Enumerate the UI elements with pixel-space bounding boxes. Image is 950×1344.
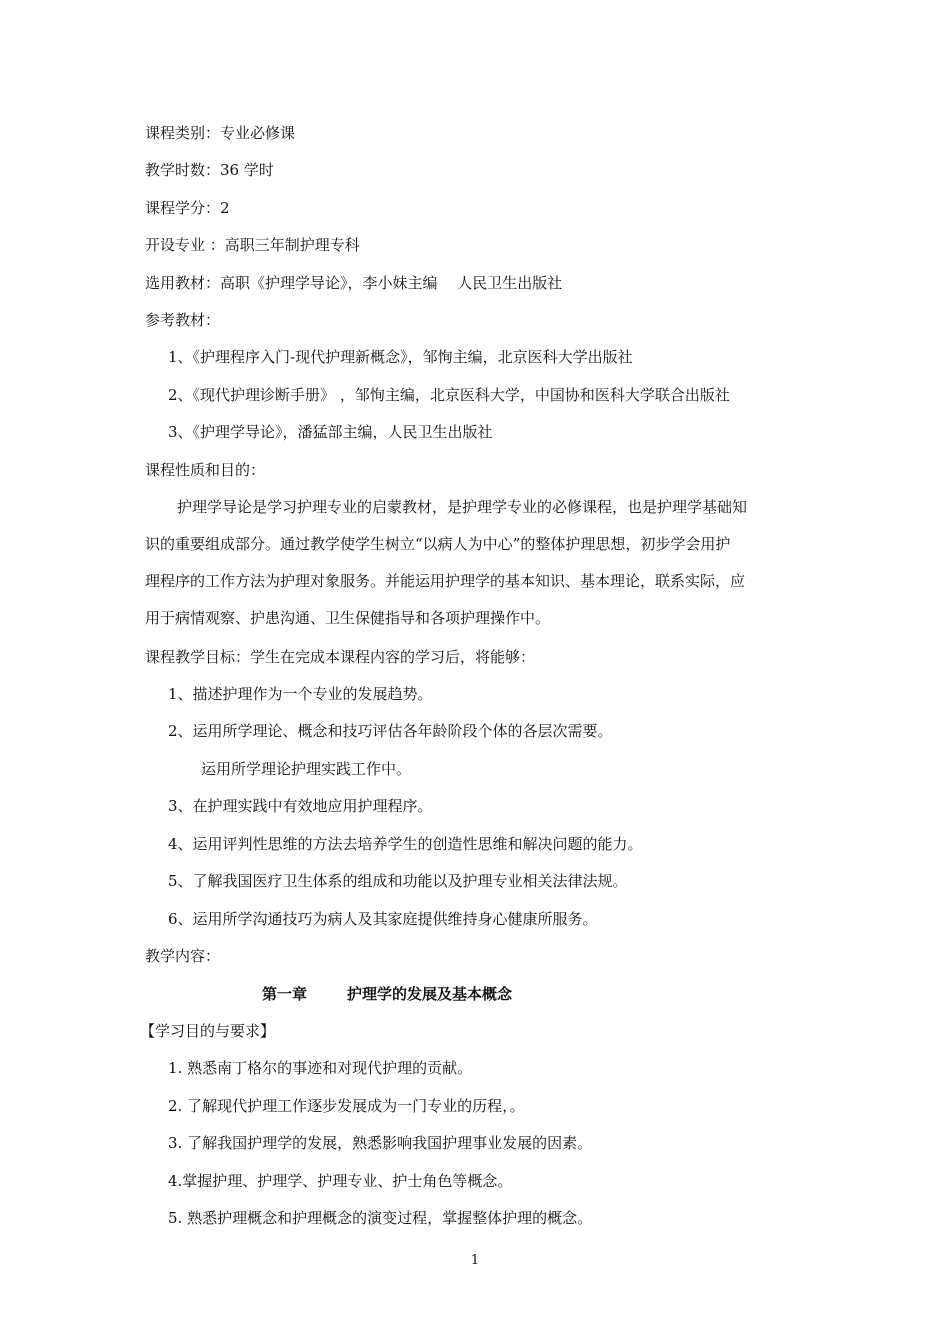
objective-item: 5、了解我国医疗卫生体系的组成和功能以及护理专业相关法律法规。 (168, 872, 628, 890)
requirement-item: 3. 了解我国护理学的发展，熟悉影响我国护理事业发展的因素。 (168, 1134, 593, 1152)
requirements-heading: 【学习目的与要求】 (140, 1022, 276, 1040)
content-heading: 教学内容： (145, 947, 221, 965)
paragraph-line: 护理学导论是学习护理专业的启蒙教材，是护理学专业的必修课程，也是护理学基础知 (177, 498, 748, 516)
requirement-item: 1. 熟悉南丁格尔的事迹和对现代护理的贡献。 (168, 1059, 473, 1077)
chapter-title: 护理学的发展及基本概念 (347, 985, 513, 1003)
teaching-hours: 教学时数：36 学时 (145, 161, 274, 179)
nature-paragraph (145, 497, 810, 645)
course-category: 课程类别：专业必修课 (145, 124, 296, 142)
paragraph-line: 识的重要组成部分。通过教学使学生树立“以病人为中心”的整体护理思想，初步学会用护 (145, 535, 731, 553)
references-heading: 参考教材： (145, 311, 221, 329)
course-credits: 课程学分：2 (145, 199, 230, 217)
offered-major: 开设专业 ：高职三年制护理专科 (145, 236, 360, 254)
requirement-item: 2. 了解现代护理工作逐步发展成为一门专业的历程，。 (168, 1097, 525, 1115)
objective-item: 1、描述护理作为一个专业的发展趋势。 (168, 685, 433, 703)
reference-item: 3、《护理学导论》，潘猛部主编，人民卫生出版社 (168, 423, 493, 441)
selected-textbook: 选用教材：高职《护理学导论》，李小妹主编 人民卫生出版社 (145, 274, 563, 292)
page-number: 1 (470, 1253, 480, 1268)
requirement-item: 5. 熟悉护理概念和护理概念的演变过程，掌握整体护理的概念。 (168, 1209, 593, 1227)
reference-item: 2、《现代护理诊断手册》 ，邹恂主编，北京医科大学，中国协和医科大学联合出版社 (168, 386, 730, 404)
objectives-heading: 课程教学目标：学生在完成本课程内容的学习后，将能够： (145, 648, 536, 666)
objective-item: 2、运用所学理论、概念和技巧评估各年龄阶段个体的各层次需要。 (168, 722, 613, 740)
objective-item-continued: 运用所学理论护理实践工作中。 (201, 760, 412, 778)
paragraph-line: 理程序的工作方法为护理对象服务。并能运用护理学的基本知识、基本理论，联系实际，应 (145, 572, 746, 590)
requirement-item: 4.掌握护理、护理学、护理专业、护士角色等概念。 (168, 1172, 513, 1190)
chapter-heading (262, 984, 512, 1004)
objective-item: 4、运用评判性思维的方法去培养学生的创造性思维和解决问题的能力。 (168, 835, 643, 853)
reference-item: 1、《护理程序入门-现代护理新概念》，邹恂主编，北京医科大学出版社 (168, 348, 633, 366)
paragraph-line: 用于病情观察、护患沟通、卫生保健指导和各项护理操作中。 (145, 609, 551, 627)
chapter-number: 第一章 (262, 985, 308, 1003)
nature-heading: 课程性质和目的： (145, 461, 266, 479)
objective-item: 6、运用所学沟通技巧为病人及其家庭提供维持身心健康所服务。 (168, 910, 598, 928)
objective-item: 3、在护理实践中有效地应用护理程序。 (168, 797, 433, 815)
